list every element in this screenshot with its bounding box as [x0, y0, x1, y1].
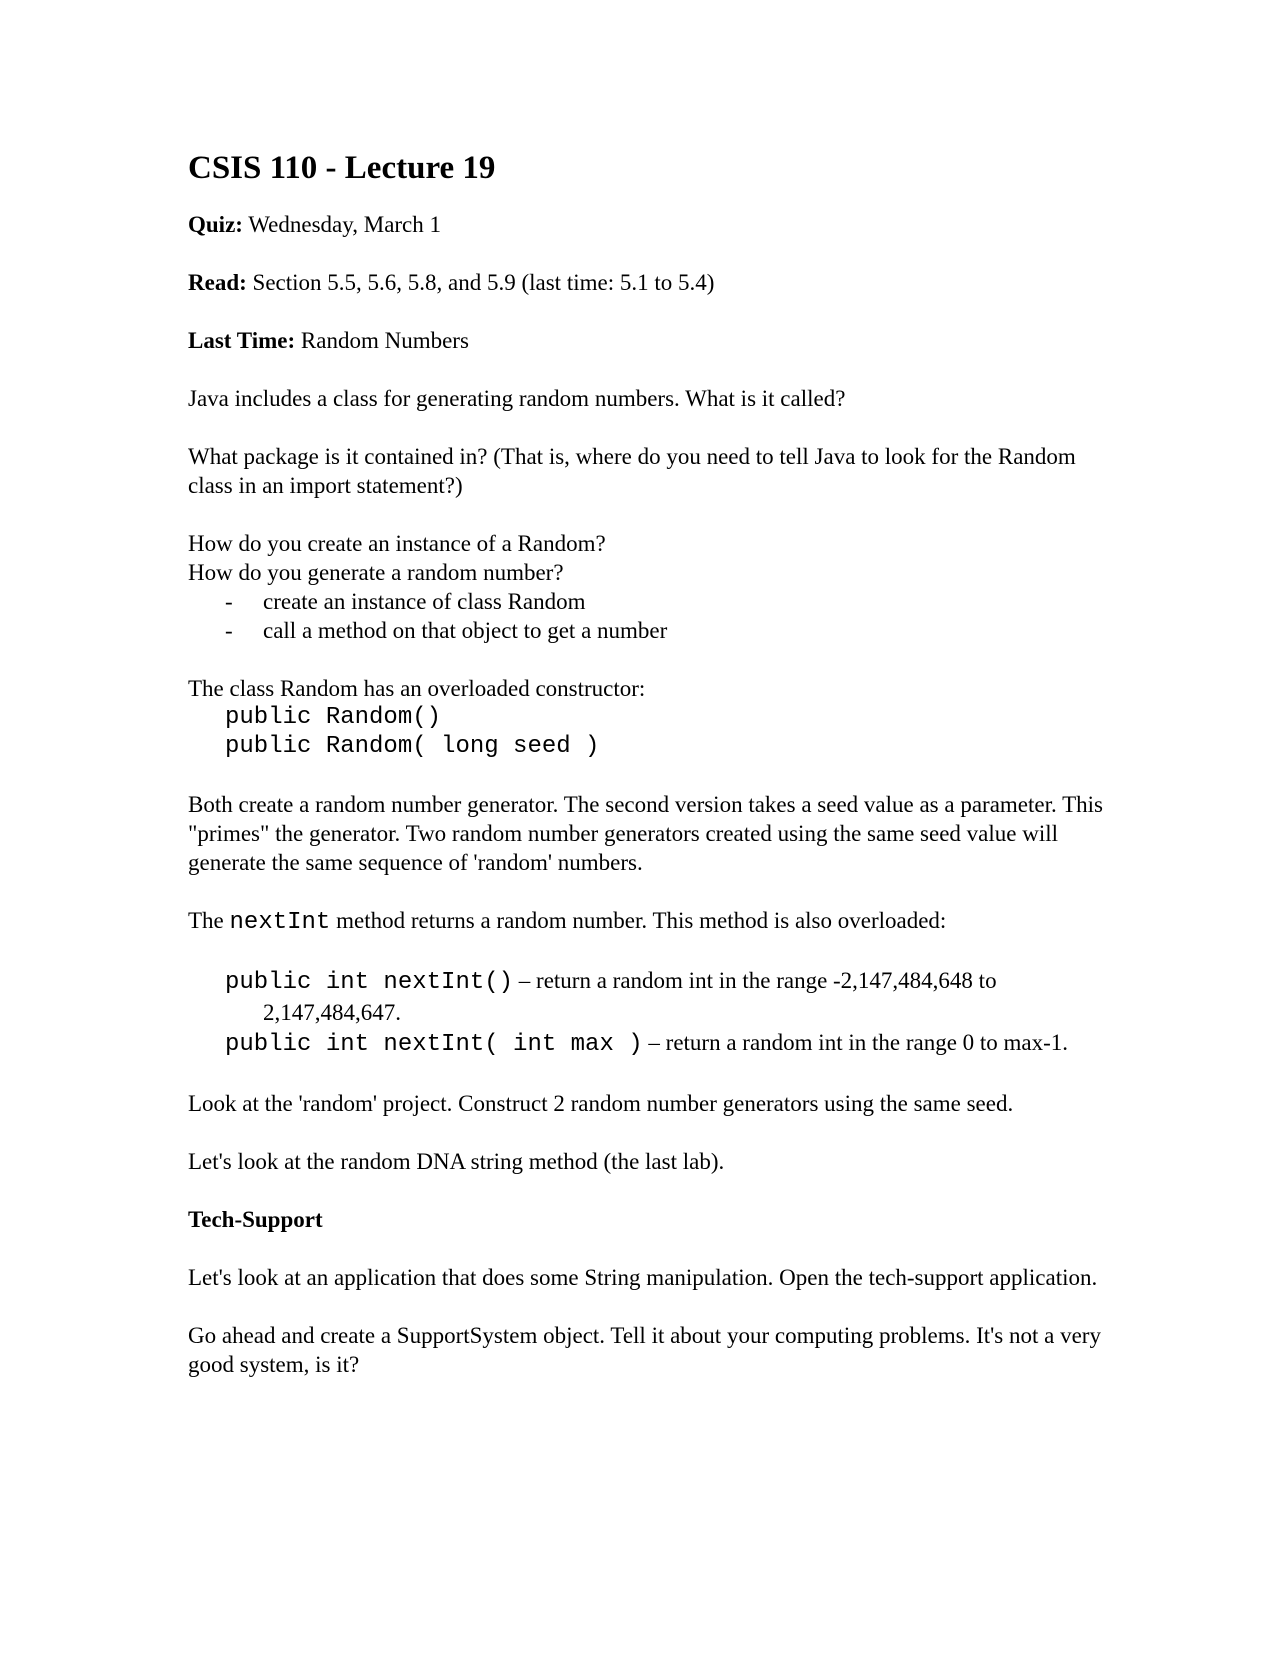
paragraph-random-project: Look at the 'random' project. Construct 2 random number generators using the same seed.	[188, 1091, 1014, 1116]
last-time-label: Last Time:	[188, 328, 296, 353]
paragraph-overloaded-constructor: The class Random has an overloaded constructor:	[188, 676, 646, 701]
read-line	[188, 268, 1108, 297]
list-item-text: create an instance of class Random	[263, 589, 586, 614]
paragraph-support-system: Go ahead and create a SupportSystem object. Tell it about your computing problems. It's not a very good system, is it?	[188, 1323, 1101, 1377]
method-item	[188, 966, 1108, 1028]
steps-list	[188, 587, 1108, 645]
paragraph-tech-support: Let's look at an application that does some String manipulation. Open the tech-support application.	[188, 1265, 1098, 1290]
nextint-intro-suffix: method returns a random number. This method is also overloaded:	[330, 908, 947, 933]
document-page	[188, 148, 1108, 1379]
read-text: Section 5.5, 5.6, 5.8, and 5.9 (last time: 5.1 to 5.4)	[246, 270, 715, 295]
constructor-code-block	[188, 703, 1108, 761]
paragraph-dna: Let's look at the random DNA string method (the last lab).	[188, 1149, 725, 1174]
list-item	[188, 587, 1108, 616]
bullet-dash: -	[225, 618, 233, 643]
method-signature: public int nextInt()	[225, 969, 514, 996]
method-description: – return a random int in the range -2,147,484,648 to 2,147,484,647.	[263, 968, 997, 1025]
section-heading-tech-support: Tech-Support	[188, 1207, 323, 1232]
code-line: public Random( long seed )	[225, 733, 600, 760]
paragraph-create-instance: How do you create an instance of a Random?	[188, 531, 606, 556]
read-label: Read:	[188, 270, 247, 295]
nextint-inline-code: nextInt	[229, 909, 331, 936]
quiz-label: Quiz:	[188, 212, 243, 237]
paragraph-package: What package is it contained in? (That is, where do you need to tell Java to look for the Random class in an import statement?)	[188, 444, 1076, 498]
list-item-text: call a method on that object to get a number	[263, 618, 668, 643]
bullet-dash: -	[225, 589, 233, 614]
quiz-text: Wednesday, March 1	[242, 212, 442, 237]
nextint-intro-prefix: The	[188, 908, 230, 933]
method-description: – return a random int in the range 0 to max-1.	[642, 1030, 1069, 1055]
paragraph-nextint-intro	[188, 906, 1108, 937]
document-title: CSIS 110 - Lecture 19	[188, 150, 496, 186]
method-item	[188, 1028, 1108, 1060]
code-line: public Random()	[225, 704, 442, 731]
quiz-line	[188, 210, 1108, 239]
paragraph-java-class: Java includes a class for generating random numbers. What is it called?	[188, 386, 846, 411]
paragraph-both-create: Both create a random number generator. The second version takes a seed value as a parameter. This "primes" the generator. Two random number generators created using the same seed value will generate the same sequence of 'random' numbers.	[188, 792, 1103, 875]
list-item	[188, 616, 1108, 645]
method-signature: public int nextInt( int max )	[225, 1031, 643, 1058]
method-list	[188, 966, 1108, 1060]
last-time-line	[188, 326, 1108, 355]
paragraph-generate: How do you generate a random number?	[188, 560, 564, 585]
last-time-text: Random Numbers	[295, 328, 469, 353]
